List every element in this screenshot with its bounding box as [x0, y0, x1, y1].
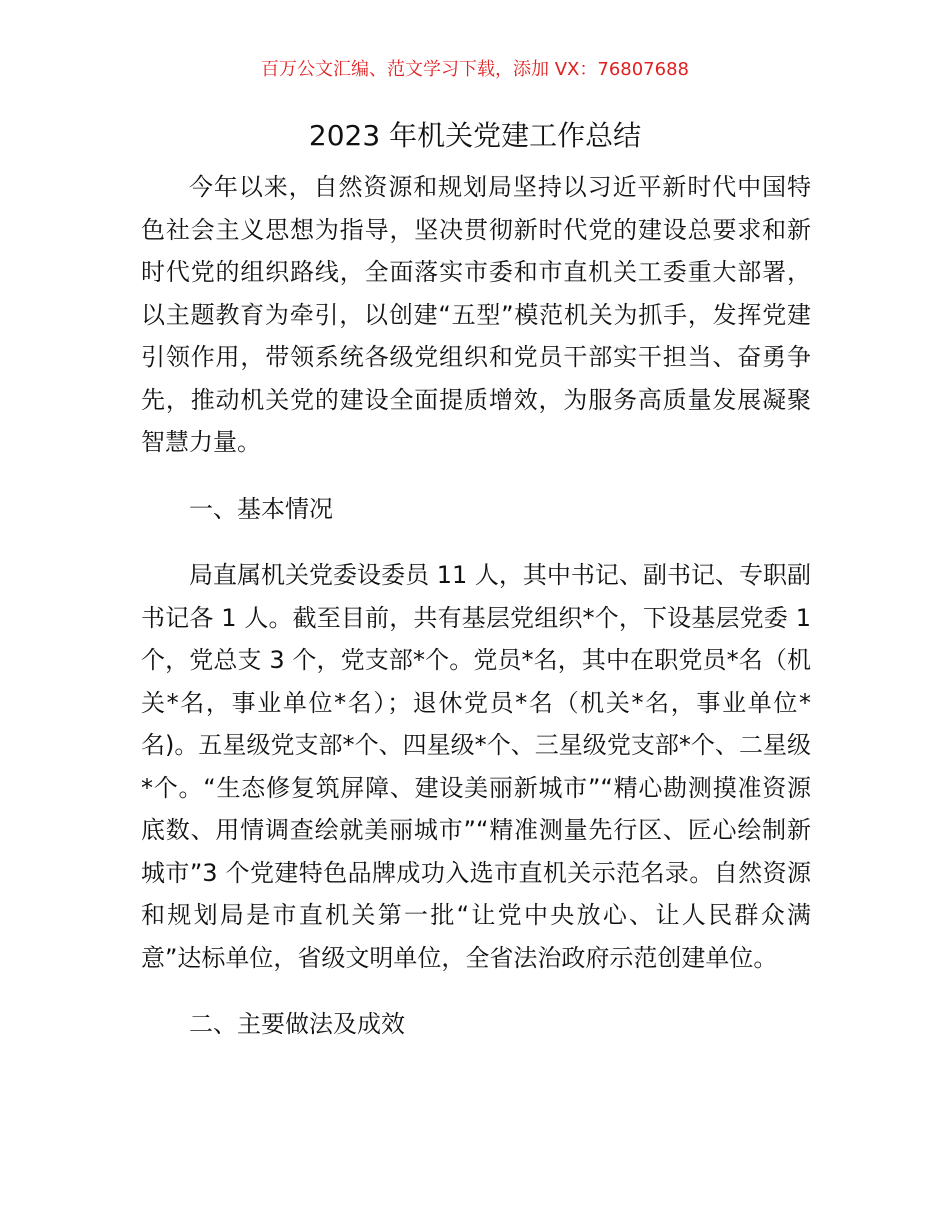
- section-heading-main-practices: 二、主要做法及成效: [189, 1010, 405, 1038]
- section-heading-basic-situation: 一、基本情况: [189, 494, 333, 523]
- watermark-banner: 百万公文汇编、范文学习下载，添加 VX：76807688: [261, 59, 689, 80]
- document-body: [141, 166, 811, 1046]
- intro-paragraph: 今年以来，自然资源和规划局坚持以习近平新时代中国特色社会主义思想为指导，坚决贯彻新时代党的建设总要求和新时代党的组织路线，全面落实市委和市直机关工委重大部署，以主题教育为牵引，以创建“五型”模范机关为抓手，发挥党建引领作用，带领系统各级党组织和党员干部实干担当、奋勇争先，推动机关党的建设全面提质增效，为服务高质量发展凝聚智慧力量。: [141, 173, 811, 456]
- basic-situation-paragraph: 局直属机关党委设委员 11 人，其中书记、副书记、专职副书记各 1 人。截至目前，共有基层党组织*个，下设基层党委 1 个，党总支 3 个，党支部*个。党员*名，其中在职党员*名（机关*名，事业单位*名）；退休党员*名（机关*名，事业单位*名)。五星级党支部*个、四星级*个、三星级党支部*个、二星级*个。“生态修复筑屏障、建设美丽新城市”“精心勘测摸准资源底数、用情调查绘就美丽城市”“精准测量先行区、匠心绘制新城市”3 个党建特色品牌成功入选市直机关示范名录。自然资源和规划局是市直机关第一批“让党中央放心、让人民群众满意”达标单位，省级文明单位，全省法治政府示范创建单位。: [141, 561, 811, 972]
- document-title: 2023 年机关党建工作总结: [308, 119, 642, 152]
